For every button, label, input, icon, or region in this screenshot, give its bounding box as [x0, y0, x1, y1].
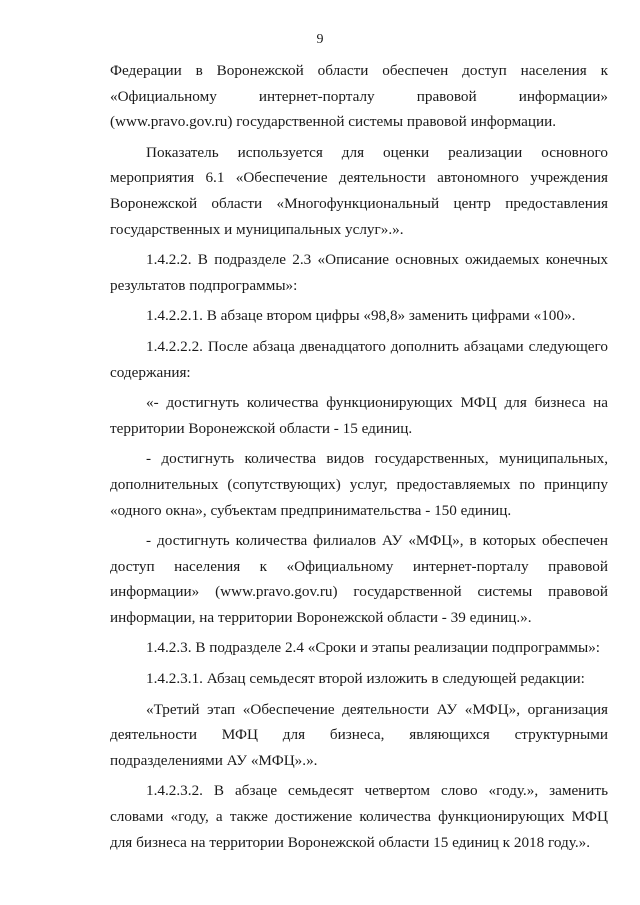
document-body: [110, 58, 608, 860]
paragraph-third-stage: «Третий этап «Обеспечение деятельности АУ «МФЦ», организация деятельности МФЦ для бизнеса, являющихся структурными подразделениями АУ «МФЦ».».: [110, 700, 608, 769]
paragraph-1-4-2-2-1: 1.4.2.2.1. В абзаце втором цифры «98,8» заменить цифрами «100».: [146, 307, 576, 325]
paragraph-1-4-2-3-2: 1.4.2.3.2. В абзаце семьдесят четвертом слово «году.», заменить словами «году, а также достижение количества функционирующих МФЦ для бизнеса на территории Воронежской области 15 единиц к 2018 году.».: [110, 782, 608, 851]
paragraph-1-4-2-2-2: 1.4.2.2.2. После абзаца двенадцатого дополнить абзацами следующего содержания:: [110, 337, 608, 381]
page-number: 9: [316, 32, 324, 47]
paragraph-mfc-business-count: «- достигнуть количества функционирующих МФЦ для бизнеса на территории Воронежской области - 15 единиц.: [110, 394, 608, 437]
paragraph-1-4-2-2: 1.4.2.2. В подразделе 2.3 «Описание основных ожидаемых конечных результатов подпрограммы»:: [110, 251, 608, 294]
paragraph-1-4-2-3: 1.4.2.3. В подразделе 2.4 «Сроки и этапы реализации подпрограммы»:: [146, 639, 601, 657]
paragraph-services-count: - достигнуть количества видов государственных, муниципальных, дополнительных (сопутствующих) услуг, предоставляемых по принципу «одного окна», субъектам предпринимательства - 150 единиц.: [110, 450, 608, 519]
paragraph-1-4-2-3-1: 1.4.2.3.1. Абзац семьдесят второй изложить в следующей редакции:: [146, 670, 585, 688]
paragraph-continuation: Федерации в Воронежской области обеспечен доступ населения к «Официальному интернет-порталу правовой информации» (www.pravo.gov.ru) государственной системы правовой информации.: [110, 62, 608, 131]
paragraph-branches-count: - достигнуть количества филиалов АУ «МФЦ», в которых обеспечен доступ населения к «Официальному интернет-порталу правовой информации» (www.pravo.gov.ru) государственной системы правовой информации, на территории Воронежской области - 39 единиц.».: [110, 532, 608, 626]
paragraph-indicator-usage: Показатель используется для оценки реализации основного мероприятия 6.1 «Обеспечение деятельности автономного учреждения Воронежской области «Многофункциональный центр предоставления государственных и муниципальных услуг».».: [110, 143, 608, 238]
